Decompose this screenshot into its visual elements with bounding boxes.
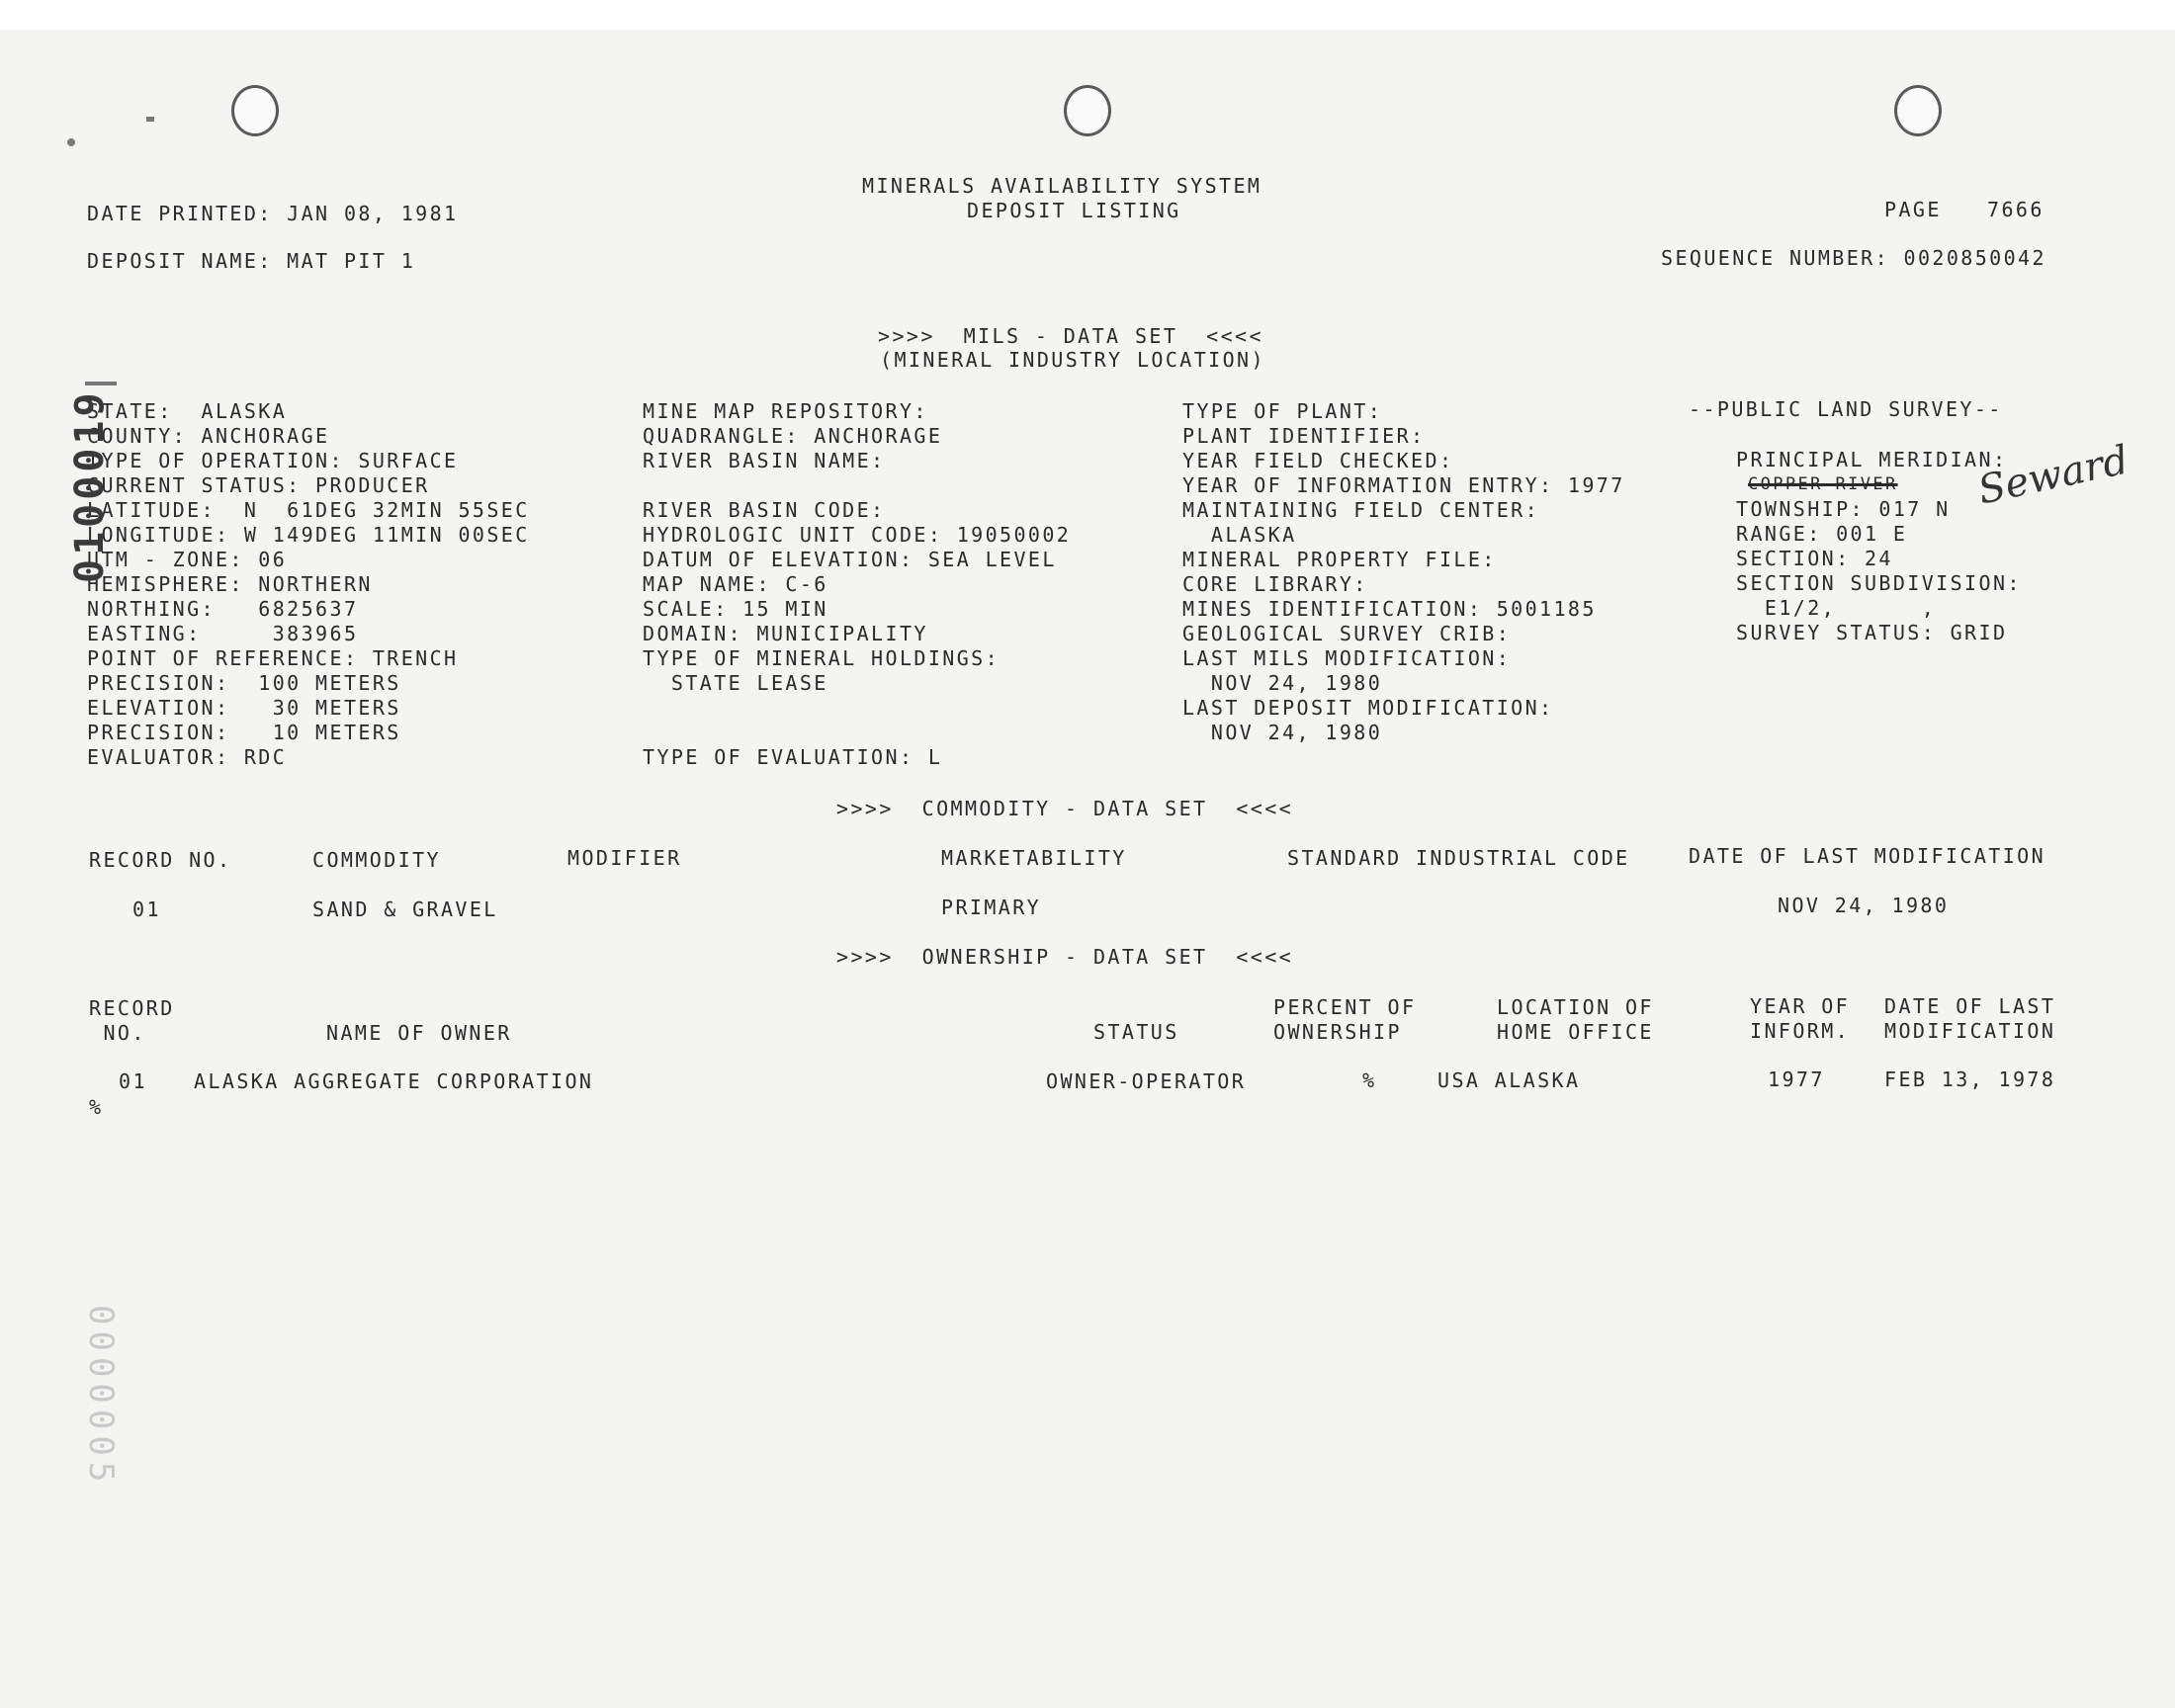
mine-map-repository-field: MINE MAP REPOSITORY: [643, 399, 928, 423]
owner-percent: % [1362, 1068, 1377, 1092]
state-field: STATE: ALASKA [87, 399, 288, 423]
section-subdivision-value: E1/2, , [1736, 596, 1937, 620]
scan-speck [146, 117, 154, 122]
evaluation-type-field: TYPE OF EVALUATION: L [643, 745, 943, 769]
map-name-field: MAP NAME: C-6 [643, 572, 828, 596]
hemisphere-field: HEMISPHERE: NORTHERN [87, 572, 373, 596]
owner-status: OWNER-OPERATOR [1046, 1069, 1247, 1093]
plant-identifier-field: PLANT IDENTIFIER: [1182, 424, 1426, 448]
commodity-col-modifier: MODIFIER [567, 846, 682, 870]
ownership-col-year-2: INFORM. [1750, 1019, 1851, 1043]
quadrangle-field: QUADRANGLE: ANCHORAGE [643, 424, 943, 448]
elevation-field: ELEVATION: 30 METERS [87, 696, 401, 720]
plant-type-field: TYPE OF PLANT: [1182, 399, 1383, 423]
core-library-field: CORE LIBRARY: [1182, 572, 1368, 596]
information-entry-year-field: YEAR OF INFORMATION ENTRY: 1977 [1182, 473, 1625, 497]
mineral-holdings-value: STATE LEASE [643, 671, 828, 695]
geological-survey-crib-field: GEOLOGICAL SURVEY CRIB: [1182, 622, 1512, 645]
commodity-date: NOV 24, 1980 [1778, 894, 1950, 917]
commodity-col-sic: STANDARD INDUSTRIAL CODE [1287, 846, 1630, 870]
date-printed: DATE PRINTED: JAN 08, 1981 [87, 202, 459, 225]
mineral-property-file-field: MINERAL PROPERTY FILE: [1182, 548, 1497, 571]
punch-hole [231, 85, 279, 136]
field-center-field: MAINTAINING FIELD CENTER: [1182, 498, 1540, 522]
commodity-col-date: DATE OF LAST MODIFICATION [1689, 844, 2046, 868]
ownership-col-record-2: NO. [89, 1021, 146, 1045]
deposit-name: DEPOSIT NAME: MAT PIT 1 [87, 249, 416, 273]
section-field: SECTION: 24 [1736, 547, 1893, 570]
last-mils-modification-field: LAST MILS MODIFICATION: [1182, 646, 1512, 670]
ownership-heading: >>>> OWNERSHIP - DATA SET <<<< [836, 945, 1294, 969]
commodity-heading: >>>> COMMODITY - DATA SET <<<< [836, 797, 1294, 820]
meridian-struck-value: COPPER RIVER [1748, 474, 1898, 494]
ownership-col-record-1: RECORD [89, 996, 175, 1020]
ownership-col-year-1: YEAR OF [1750, 994, 1851, 1018]
easting-field: EASTING: 383965 [87, 622, 359, 645]
township-field: TOWNSHIP: 017 N [1736, 497, 1951, 521]
commodity-col-marketability: MARKETABILITY [941, 846, 1127, 870]
ownership-col-status: STATUS [1093, 1020, 1179, 1044]
mils-heading: >>>> MILS - DATA SET <<<< [878, 324, 1263, 348]
operation-type-field: TYPE OF OPERATION: SURFACE [87, 449, 459, 472]
commodity-col-commodity: COMMODITY [312, 848, 441, 872]
page-label: PAGE [1884, 198, 1942, 221]
mines-identification-field: MINES IDENTIFICATION: 5001185 [1182, 597, 1597, 621]
hydrologic-unit-code-field: HYDROLOGIC UNIT CODE: 19050002 [643, 523, 1072, 547]
mineral-holdings-field: TYPE OF MINERAL HOLDINGS: [643, 646, 1000, 670]
datum-of-elevation-field: DATUM OF ELEVATION: SEA LEVEL [643, 548, 1057, 571]
listing-title: DEPOSIT LISTING [967, 199, 1181, 222]
last-deposit-modification-field: LAST DEPOSIT MODIFICATION: [1182, 696, 1554, 720]
year-field-checked-field: YEAR FIELD CHECKED: [1182, 449, 1454, 472]
longitude-field: LONGITUDE: W 149DEG 11MIN 00SEC [87, 523, 530, 547]
stamp-mark [85, 382, 117, 385]
system-title: MINERALS AVAILABILITY SYSTEM [862, 174, 1262, 198]
scanner-margin [0, 0, 2175, 30]
mils-subheading: (MINERAL INDUSTRY LOCATION) [880, 348, 1265, 372]
punch-hole [1064, 85, 1111, 136]
scale-field: SCALE: 15 MIN [643, 597, 828, 621]
punch-hole [1894, 85, 1942, 136]
latitude-field: LATITUDE: N 61DEG 32MIN 55SEC [87, 498, 530, 522]
utm-zone-field: UTM - ZONE: 06 [87, 548, 288, 571]
current-status-field: CURRENT STATUS: PRODUCER [87, 473, 430, 497]
owner-name: ALASKA AGGREGATE CORPORATION [194, 1069, 594, 1093]
survey-status-field: SURVEY STATUS: GRID [1736, 621, 2008, 644]
scan-speck [67, 138, 75, 146]
commodity-col-record: RECORD NO. [89, 848, 232, 872]
commodity-name: SAND & GRAVEL [312, 897, 498, 921]
last-mils-modification-value: NOV 24, 1980 [1182, 671, 1383, 695]
owner-home-office: USA ALASKA [1437, 1068, 1581, 1092]
ownership-col-name: NAME OF OWNER [326, 1021, 512, 1045]
field-center-value: ALASKA [1182, 523, 1297, 547]
point-of-reference-field: POINT OF REFERENCE: TRENCH [87, 646, 459, 670]
ownership-col-percent-1: PERCENT OF [1273, 995, 1417, 1019]
ownership-col-date-2: MODIFICATION [1884, 1019, 2056, 1043]
faded-frame-stamp: 0000005 [81, 1305, 121, 1489]
evaluator-field: EVALUATOR: RDC [87, 745, 288, 769]
meridian-handwritten-correction: Seward [1973, 437, 2132, 514]
northing-field: NORTHING: 6825637 [87, 597, 359, 621]
commodity-record-no: 01 [132, 897, 161, 921]
elevation-precision-field: PRECISION: 10 METERS [87, 721, 401, 744]
ownership-col-percent-2: OWNERSHIP [1273, 1020, 1402, 1044]
ownership-col-location-2: HOME OFFICE [1497, 1020, 1654, 1044]
precision-field: PRECISION: 100 METERS [87, 671, 401, 695]
sequence-number: SEQUENCE NUMBER: 0020850042 [1661, 246, 2046, 270]
owner-info-year: 1977 [1768, 1068, 1825, 1091]
ownership-record-no: 01 [119, 1069, 147, 1093]
last-deposit-modification-value: NOV 24, 1980 [1182, 721, 1383, 744]
ownership-col-date-1: DATE OF LAST [1884, 994, 2056, 1018]
commodity-marketability: PRIMARY [941, 896, 1042, 919]
end-of-record-mark: % [89, 1095, 104, 1119]
page-number: 7666 [1987, 198, 2044, 221]
domain-field: DOMAIN: MUNICIPALITY [643, 622, 928, 645]
river-basin-name-field: RIVER BASIN NAME: [643, 449, 886, 472]
public-land-survey-heading: --PUBLIC LAND SURVEY-- [1689, 397, 2003, 421]
principal-meridian-field: PRINCIPAL MERIDIAN: [1736, 448, 2008, 471]
county-field: COUNTY: ANCHORAGE [87, 424, 330, 448]
range-field: RANGE: 001 E [1736, 522, 1908, 546]
owner-date: FEB 13, 1978 [1884, 1068, 2056, 1091]
section-subdivision-field: SECTION SUBDIVISION: [1736, 571, 2022, 595]
river-basin-code-field: RIVER BASIN CODE: [643, 498, 886, 522]
ownership-col-location-1: LOCATION OF [1497, 995, 1654, 1019]
microfilm-frame-stamp: 0100019 [67, 388, 113, 583]
